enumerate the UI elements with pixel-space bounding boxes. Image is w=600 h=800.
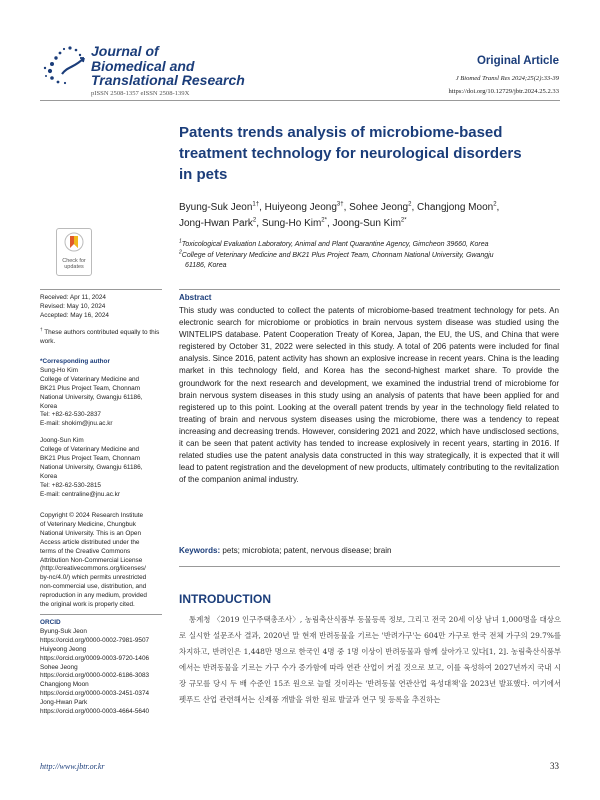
- corresponding-author-block: [40, 358, 162, 500]
- author-sup: 2*: [400, 217, 407, 224]
- equal-contribution-text: These authors contributed equally to this work.: [40, 328, 160, 345]
- journal-name: [91, 44, 245, 88]
- accepted-date: Accepted: May 16, 2024: [40, 311, 109, 319]
- affiliation-text: Toxicological Evaluation Laboratory, Animal and Plant Quarantine Agency, Gimcheon 39660, Korea: [181, 241, 489, 248]
- corr1-line: College of Veterinary Medicine and: [40, 375, 140, 383]
- journal-name-line-2: Biomedical and: [91, 57, 195, 74]
- author-sup: 2*: [321, 217, 327, 224]
- citation: J Biomed Transl Res 2024;25(2):33-39: [455, 75, 559, 82]
- copyright-line: reproduction in any medium, provided: [40, 592, 147, 600]
- license-link[interactable]: (http://creativecommons.org/licenses/: [40, 565, 146, 573]
- copyright-line: National University. This is an Open: [40, 529, 141, 537]
- keywords-text: pets; microbiota; patent, nervous disease; brain: [222, 546, 392, 555]
- title-line: in pets: [179, 166, 228, 183]
- orcid-author: Sohee Jeong: [40, 663, 78, 671]
- copyright-block: [40, 512, 162, 610]
- journal-name-line-3: Translational Research: [91, 72, 245, 88]
- footer-url[interactable]: http://www.jbtr.or.kr: [40, 762, 105, 771]
- title-line: Patents trends analysis of microbiome-based: [179, 124, 503, 141]
- revised-date: Revised: May 10, 2024: [40, 302, 106, 310]
- corr1-line: Tel: +82-62-530-2837: [40, 411, 101, 419]
- affiliation-text: College of Veterinary Medicine and BK21 Plus Project Team, Chonnam National University, Gwangju: [181, 251, 494, 259]
- orcid-link[interactable]: https://orcid.org/0000-0003-2451-0374: [40, 690, 150, 698]
- affiliation-1: [179, 240, 564, 251]
- copyright-line: terms of the Creative Commons: [40, 547, 131, 555]
- corr1-line: Sung-Ho Kim: [40, 366, 79, 374]
- author-sup: 2: [408, 201, 412, 208]
- corr2-line: Joong-Sun Kim: [40, 437, 84, 445]
- copyright-line: of Veterinary Medicine, Chungbuk: [40, 520, 136, 528]
- orcid-block: [40, 619, 162, 717]
- affiliation-sup: 1: [179, 238, 182, 245]
- orcid-author: Huiyeong Jeong: [40, 645, 87, 653]
- orcid-link[interactable]: https://orcid.org/0000-0003-4664-5640: [40, 708, 150, 716]
- sidebar-dates: [40, 294, 162, 347]
- author-line-2: Jong-Hwan Park$^2$, Sung-Ho Kim$^{2*}$, Joong-Sun Kim$^{2*}$: [179, 217, 407, 229]
- orcid-link[interactable]: https://orcid.org/0009-0003-9720-1406: [40, 654, 150, 662]
- check-for-updates-badge[interactable]: [56, 228, 92, 276]
- check-updates-line-1: Check for: [62, 258, 86, 264]
- abstract-body: This study was conducted to collect the patents of microbiome-based treatment technology for pets. An electronic search for microbiome or probiotics in brain nervous system disease was studied using the WINTELIPS database. Patent Cooperation Treaty of Korea, Japan, the EU, the US, and China that were registered by October 31, 2022 were selected in this study. A total of 206 patents were included for final analysis. Since 2016, patent activity has shown an explosive increase in recent years. China is the leading market in this technology field, and Korea has the second-highest market share. To provide the groundwork for the next research and development, we examined the industrial trend of microbiome for brain nervous system diseases in this study using an analysis of patents that have been applied for and registered up to this point. Looking at the overall patent trends by year in the technology field related to treating of brain and nervous system diseases using the microbiome, there was a tendency to repeat increasing and decreasing trends. However, considering 2021 and 2022, which have undisclosed sections, it can be seen that patent activity has tended to increase explosively in recent years, starting in 2016. If related studies use the patent analysis data constructed in this way strategically, it is expected that it will lead to patent registration and the development of new products, ultimately contributing to the revitalization of the companion animal industry.: [179, 306, 559, 485]
- received-date: Received: Apr 11, 2024: [40, 294, 106, 301]
- author-sup: 2: [493, 201, 497, 208]
- equal-sup: †: [40, 326, 43, 332]
- copyright-line: the original work is properly cited.: [40, 601, 135, 609]
- copyright-line: by-nc/4.0/) which permits unrestricted: [40, 574, 147, 582]
- corr1-line: National University, Gwangju 61186,: [40, 393, 143, 401]
- author-name: Sung-Ho Kim: [261, 218, 322, 229]
- keywords: [179, 545, 559, 557]
- corr1-line: Korea: [40, 402, 58, 410]
- corr2-line: Korea: [40, 472, 58, 480]
- sidebar-divider: [40, 289, 162, 290]
- copyright-line: non-commercial use, distribution, and: [40, 583, 147, 591]
- orcid-link[interactable]: https://orcid.org/0000-0002-6186-3083: [40, 672, 150, 680]
- author-name: Byung-Suk Jeon: [179, 202, 253, 213]
- affiliation-2: [179, 251, 564, 262]
- orcid-link[interactable]: https://orcid.org/0000-0002-7981-9507: [40, 636, 150, 644]
- copyright-line: Access article distributed under the: [40, 538, 140, 546]
- copyright-line: Copyright © 2024 Research Institute: [40, 512, 144, 519]
- corresponding-author-heading: *Corresponding author: [40, 358, 110, 365]
- corr2-line: College of Veterinary Medicine and: [40, 446, 140, 454]
- abstract-top-divider: [179, 289, 560, 290]
- author-name: Jong-Hwan Park: [179, 218, 253, 229]
- header-divider: [40, 100, 560, 101]
- title-line: treatment technology for neurological disorders: [179, 145, 522, 162]
- doi-link[interactable]: https://doi.org/10.12729/jbtr.2024.25.2.33: [448, 88, 559, 95]
- journal-logo: [40, 44, 88, 86]
- corr2-email[interactable]: E-mail: centraline@jnu.ac.kr: [40, 490, 121, 498]
- bookmark-icon: [64, 232, 84, 256]
- corr2-line: National University, Gwangju 61186,: [40, 463, 143, 471]
- affiliation-sup: 2: [179, 249, 182, 256]
- check-updates-line-2: updates: [64, 264, 84, 270]
- author-sup: 3†: [336, 201, 344, 208]
- author-name: Joong-Sun Kim: [332, 218, 401, 229]
- affiliations: [179, 240, 564, 272]
- author-name: Huiyeong Jeong: [264, 202, 337, 213]
- corr2-line: Tel: +82-62-530-2815: [40, 481, 101, 489]
- keywords-label: Keywords:: [179, 546, 221, 555]
- page-number: 33: [550, 761, 559, 771]
- orcid-divider: [40, 614, 162, 615]
- abstract-heading: Abstract: [179, 293, 212, 302]
- issn: pISSN 2508-1357 eISSN 2508-139X: [91, 90, 190, 97]
- author-sup: 2: [252, 217, 257, 224]
- orcid-author: Jong-Hwan Park: [40, 699, 88, 707]
- author-name: Sohee Jeong: [349, 202, 409, 213]
- author-sup: 1†: [252, 201, 260, 208]
- orcid-author: Byung-Suk Jeon: [40, 627, 87, 635]
- corr1-email[interactable]: E-mail: shokim@jnu.ac.kr: [40, 420, 113, 428]
- orcid-author: Changjong Moon: [40, 681, 89, 689]
- introduction-heading: INTRODUCTION: [179, 592, 271, 606]
- copyright-line: Attribution Non-Commercial License: [40, 556, 143, 564]
- abstract-bottom-divider: [179, 566, 560, 567]
- article-type: Original Article: [476, 55, 559, 67]
- equal-contribution-note: [40, 326, 162, 347]
- author-line-1: Byung-Suk Jeon$^{1\dagger}$, Huiyeong Jeong$^{3\dagger}$, Sohee Jeong$^2$, Changjong Moon$^2$,: [179, 201, 500, 213]
- introduction-body: 통계청 〈2019 인구주택총조사〉, 농림축산식품부 동물등록 정보, 그리고 전국 20세 이상 남녀 1,000명을 대상으로 실시한 설문조사 결과, 2020년 말 현재 반려동물을 기르는 '반려가구'는 604만 가구로 한국 전체 가구의 29.7%를 차지하고, 반려인은 1,448만 명으로 한국인 4명 중 1명 이상이 반려동물과 함께 살아가고 있다[1, 2]. 농림축산식품부에서는 반려동물을 기르는 가구 수가 증가함에 따라 연관 산업이 커질 것으로 보고, 이를 육성하여 2027년까지 국내 시장 규모를 당시 두 배 수준인 15조 원으로 늘릴 것이라는 '반려동물 연관산업 육성대책'을 2023년 발표했다. 여기에서 펫푸드 산업 관련해서는 신제품 개발을 위한 원료 발굴과 연구 및 등록을 추진하는: [179, 615, 561, 704]
- affiliation-2-continued: 61186, Korea: [185, 262, 227, 269]
- corr1-line: BK21 Plus Project Team, Chonnam: [40, 384, 141, 392]
- corr2-line: BK21 Plus Project Team, Chonnam: [40, 455, 141, 463]
- author-name: Changjong Moon: [417, 202, 494, 213]
- author-list: [179, 200, 564, 232]
- article-title: [179, 122, 564, 185]
- check-updates-label: [62, 258, 86, 270]
- orcid-heading: ORCID: [40, 619, 61, 626]
- journal-name-line-1: Journal of: [91, 43, 159, 59]
